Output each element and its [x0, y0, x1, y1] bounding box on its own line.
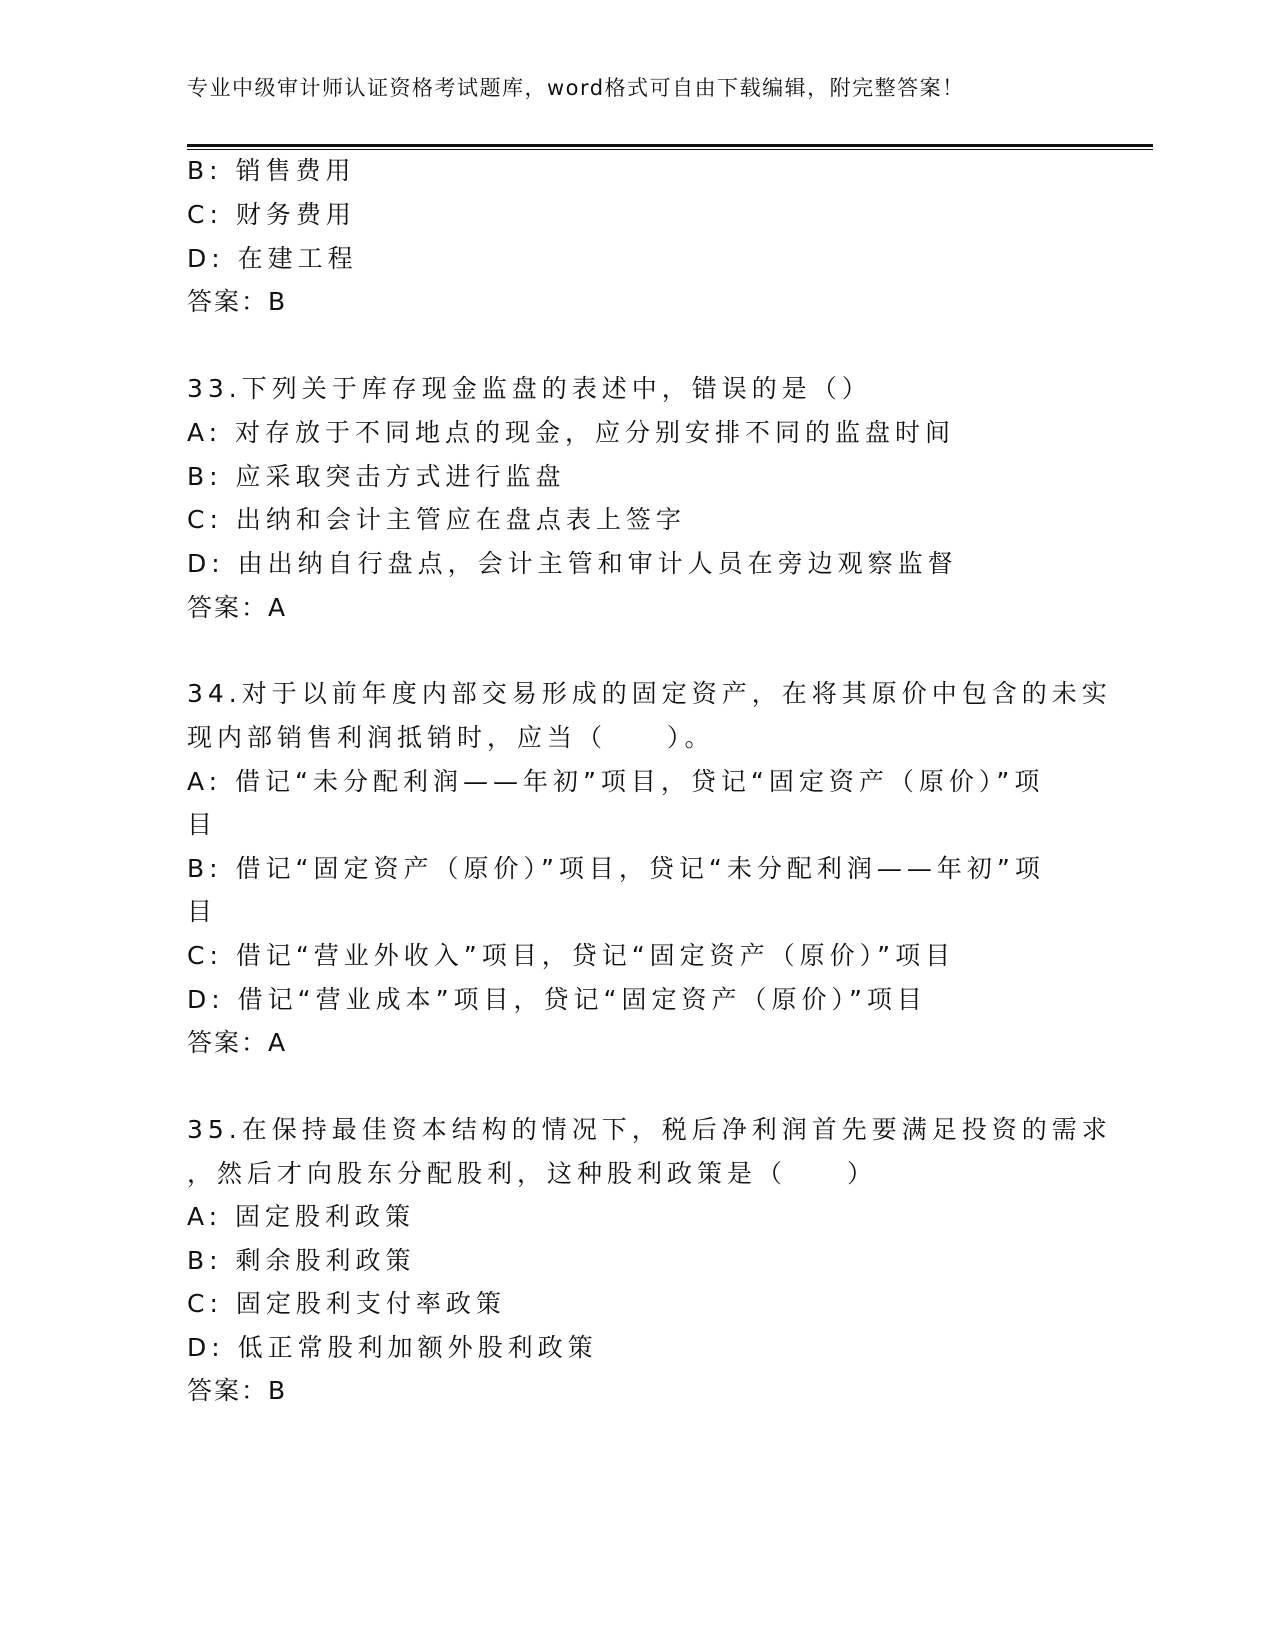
option-line: B: 应采取突击方式进行监盘 [187, 462, 566, 491]
question-line: 33.下列关于库存现金监盘的表述中，错误的是（） [187, 374, 872, 403]
answer-line: 答案：B [187, 1376, 288, 1405]
option-line: C: 财务费用 [187, 200, 356, 229]
option-line: B: 销售费用 [187, 156, 356, 185]
option-line: D: 在建工程 [187, 244, 358, 273]
option-line: B: 剩余股利政策 [187, 1246, 416, 1275]
answer-line: 答案：B [187, 287, 288, 316]
option-line: D: 借记“营业成本”项目，贷记“固定资产（原价）”项目 [187, 985, 927, 1014]
answer-line: 答案：A [187, 1028, 288, 1057]
option-line: A: 对存放于不同地点的现金，应分别安排不同的监盘时间 [187, 418, 956, 447]
header-rule-thick [187, 144, 1153, 147]
question-line: 35.在保持最佳资本结构的情况下，税后净利润首先要满足投资的需求 [187, 1115, 1112, 1144]
option-line: C: 借记“营业外收入”项目，贷记“固定资产（原价）”项目 [187, 941, 956, 970]
option-line: A: 固定股利政策 [187, 1202, 416, 1231]
option-line: B: 借记“固定资产（原价）”项目，贷记“未分配利润——年初”项 [187, 854, 1045, 883]
question-line: 34.对于以前年度内部交易形成的固定资产，在将其原价中包含的未实 [187, 679, 1112, 708]
option-line: C: 固定股利支付率政策 [187, 1289, 506, 1318]
answer-line: 答案：A [187, 593, 288, 622]
page-header: 专业中级审计师认证资格考试题库，word格式可自由下载编辑，附完整答案！ [187, 76, 965, 100]
option-line: A: 借记“未分配利润——年初”项目，贷记“固定资产（原价）”项 [187, 767, 1045, 796]
option-line: D: 低正常股利加额外股利政策 [187, 1333, 598, 1362]
question-line: 现内部销售利润抵销时，应当（ ）。 [187, 723, 715, 752]
option-line: C: 出纳和会计主管应在盘点表上签字 [187, 505, 686, 534]
header-rule-thin [187, 149, 1153, 150]
option-line: 目 [187, 810, 218, 839]
option-line: 目 [187, 897, 218, 926]
option-line: D: 由出纳自行盘点，会计主管和审计人员在旁边观察监督 [187, 549, 958, 578]
question-line: ，然后才向股东分配股利，这种股利政策是（ ） [187, 1159, 878, 1188]
